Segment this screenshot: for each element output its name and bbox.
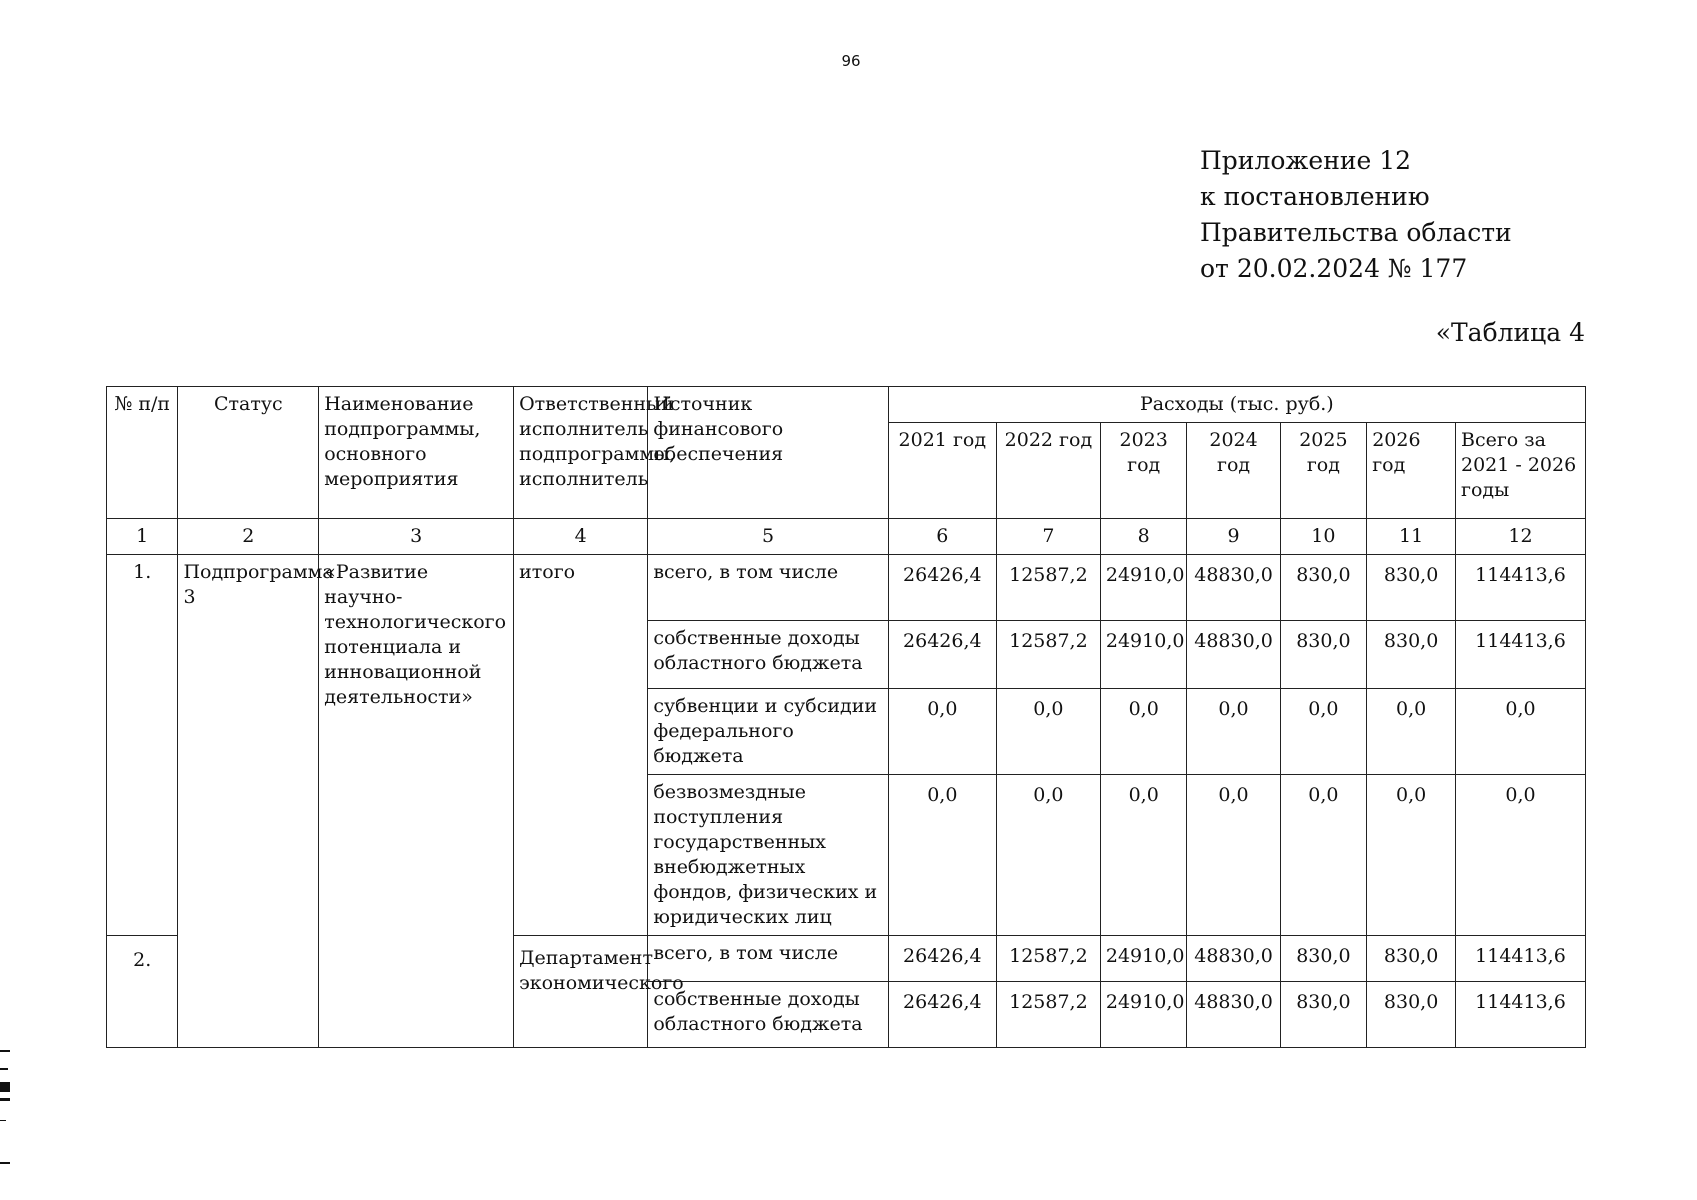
value-cell: 12587,2 [996, 982, 1100, 1048]
page-number: 96 [841, 52, 861, 70]
value-cell: 24910,0 [1100, 555, 1187, 621]
column-number: 11 [1367, 519, 1456, 555]
header-name: Наименование подпрограммы, основного мероприятия [319, 387, 514, 519]
header-status: Статус [178, 387, 319, 519]
value-cell: 0,0 [888, 689, 996, 775]
value-cell: 26426,4 [888, 621, 996, 689]
row-executor: итого [514, 555, 648, 936]
value-cell: 48830,0 [1187, 936, 1280, 982]
table-row [107, 555, 1586, 621]
header-executor: Ответственный исполнитель подпрограммы, исполнитель [514, 387, 648, 519]
value-cell: 48830,0 [1187, 621, 1280, 689]
value-cell: 0,0 [996, 775, 1100, 936]
header-total: Всего за 2021 - 2026 годы [1455, 423, 1585, 519]
header-year-2025: 2025 год [1280, 423, 1367, 519]
column-number: 12 [1455, 519, 1585, 555]
value-cell: 48830,0 [1187, 982, 1280, 1048]
column-number: 9 [1187, 519, 1280, 555]
row-number: 2. [107, 936, 178, 1048]
column-number: 8 [1100, 519, 1187, 555]
header-source: Источник финансового обеспечения [648, 387, 888, 519]
value-cell: 0,0 [1187, 689, 1280, 775]
row-source: собственные доходы областного бюджета [648, 621, 888, 689]
budget-table [106, 386, 1586, 1048]
appendix-line-2: к постановлению [1200, 182, 1430, 211]
value-cell: 48830,0 [1187, 555, 1280, 621]
row-source: субвенции и субсидии федерального бюджета [648, 689, 888, 775]
row-source: безвозмездные поступления государственных внебюджетных фондов, физических и юридических лиц [648, 775, 888, 936]
value-cell: 0,0 [1100, 775, 1187, 936]
value-cell: 114413,6 [1455, 936, 1585, 982]
header-year-2023: 2023 год [1100, 423, 1187, 519]
row-source: собственные доходы областного бюджета [648, 982, 888, 1048]
value-cell: 830,0 [1367, 621, 1456, 689]
value-cell: 24910,0 [1100, 982, 1187, 1048]
header-year-2021: 2021 год [888, 423, 996, 519]
value-cell: 114413,6 [1455, 621, 1585, 689]
column-number: 6 [888, 519, 996, 555]
appendix-line-3: Правительства области [1200, 218, 1512, 247]
value-cell: 0,0 [996, 689, 1100, 775]
value-cell: 0,0 [1367, 775, 1456, 936]
value-cell: 830,0 [1280, 936, 1367, 982]
value-cell: 26426,4 [888, 982, 996, 1048]
value-cell: 0,0 [1187, 775, 1280, 936]
header-expenses: Расходы (тыс. руб.) [888, 387, 1585, 423]
row-status: Подпрограмма 3 [178, 555, 319, 1048]
column-number: 7 [996, 519, 1100, 555]
header-num: № п/п [107, 387, 178, 519]
row-name: «Развитие научно-технологического потенциала и инновационной деятельности» [319, 555, 514, 1048]
value-cell: 830,0 [1280, 621, 1367, 689]
value-cell: 26426,4 [888, 936, 996, 982]
value-cell: 0,0 [1455, 775, 1585, 936]
row-number: 1. [107, 555, 178, 936]
value-cell: 0,0 [1100, 689, 1187, 775]
column-number-row [107, 519, 1586, 555]
value-cell: 0,0 [888, 775, 996, 936]
value-cell: 0,0 [1280, 775, 1367, 936]
value-cell: 830,0 [1367, 982, 1456, 1048]
value-cell: 0,0 [1280, 689, 1367, 775]
value-cell: 830,0 [1280, 982, 1367, 1048]
row-source: всего, в том числе [648, 555, 888, 621]
value-cell: 12587,2 [996, 936, 1100, 982]
table-caption: «Таблица 4 [1435, 318, 1585, 347]
value-cell: 830,0 [1280, 555, 1367, 621]
value-cell: 830,0 [1367, 555, 1456, 621]
value-cell: 12587,2 [996, 555, 1100, 621]
column-number: 5 [648, 519, 888, 555]
value-cell: 114413,6 [1455, 555, 1585, 621]
appendix-line-1: Приложение 12 [1200, 146, 1412, 175]
scan-edge-marks [0, 1020, 12, 1180]
column-number: 1 [107, 519, 178, 555]
column-number: 4 [514, 519, 648, 555]
value-cell: 0,0 [1455, 689, 1585, 775]
value-cell: 24910,0 [1100, 621, 1187, 689]
value-cell: 0,0 [1367, 689, 1456, 775]
header-row-1 [107, 387, 1586, 423]
header-year-2024: 2024 год [1187, 423, 1280, 519]
header-year-2026: 2026 год [1367, 423, 1456, 519]
column-number: 10 [1280, 519, 1367, 555]
row-executor: Департамент экономического [514, 936, 648, 1048]
column-number: 3 [319, 519, 514, 555]
appendix-header [1200, 143, 1512, 287]
row-source: всего, в том числе [648, 936, 888, 982]
value-cell: 26426,4 [888, 555, 996, 621]
value-cell: 114413,6 [1455, 982, 1585, 1048]
value-cell: 830,0 [1367, 936, 1456, 982]
value-cell: 24910,0 [1100, 936, 1187, 982]
column-number: 2 [178, 519, 319, 555]
value-cell: 12587,2 [996, 621, 1100, 689]
appendix-line-4: от 20.02.2024 № 177 [1200, 254, 1468, 283]
header-year-2022: 2022 год [996, 423, 1100, 519]
